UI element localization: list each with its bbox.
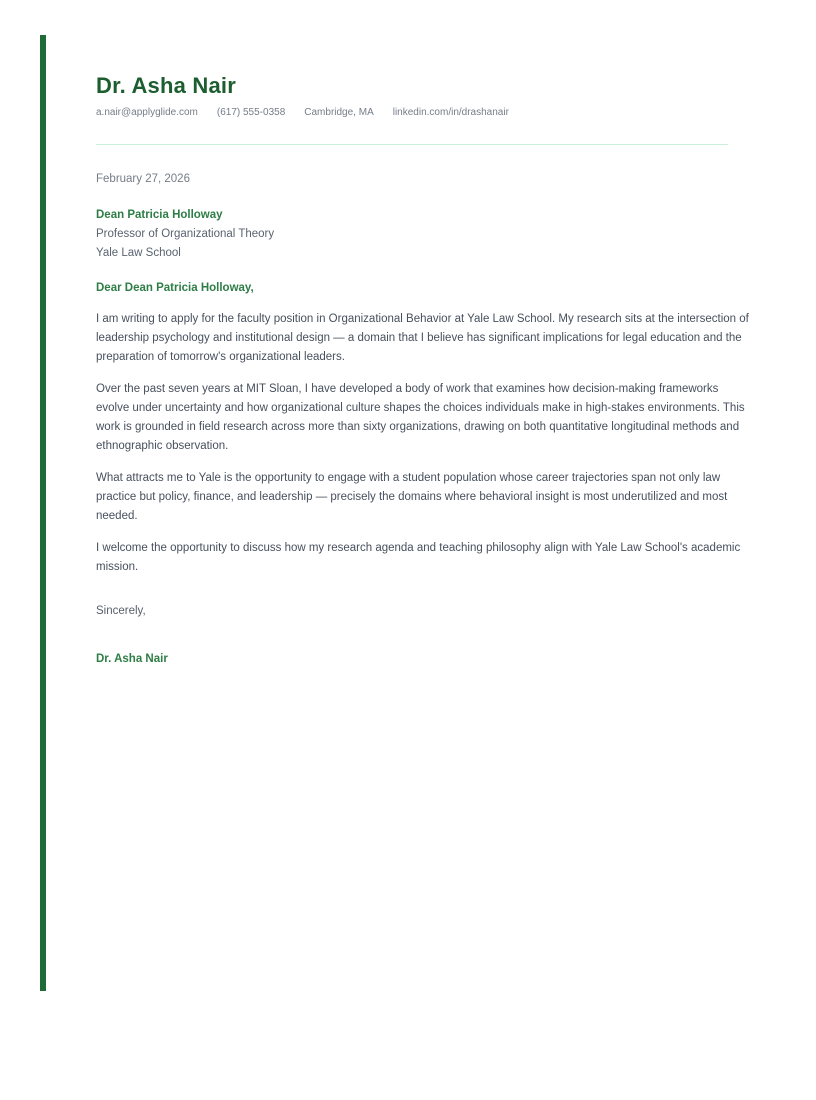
letter-date: February 27, 2026 [96,173,190,185]
recipient-organization: Yale Law School [96,247,181,259]
contact-location: Cambridge, MA [304,107,374,118]
body-paragraph: What attracts me to Yale is the opportunity to engage with a student population whose career trajectories span not only law practice but policy, finance, and leadership — precisely the domains where behavioral insight is most underutilized and most needed. [96,472,728,522]
closing-line: Sincerely, [96,605,146,617]
contact-phone: (617) 555-0358 [216,107,286,118]
recipient-name: Dean Patricia Holloway [96,209,223,221]
body-paragraph: I welcome the opportunity to discuss how my research agenda and teaching philosophy align with Yale Law School's academic mission. [96,542,741,573]
contact-row [96,106,752,120]
letter-page [40,35,752,991]
recipient-title: Professor of Organizational Theory [96,228,275,240]
contact-linkedin: linkedin.com/in/drashanair [392,107,509,118]
signature-name: Dr. Asha Nair [96,653,168,665]
body-paragraph: Over the past seven years at MIT Sloan, I have developed a body of work that examines how decision-making frameworks evolve under uncertainty and how organizational culture shapes the choices individuals make in high-stakes environments. This work is grounded in field research across more than sixty organizations, drawing on both quantitative longitudinal methods and ethnographic observation. [96,383,745,452]
contact-email: a.nair@applyglide.com [96,107,198,118]
letter-body [96,310,752,577]
letter-author-name: Dr. Asha Nair [96,73,236,98]
header-divider [96,144,728,145]
body-paragraph: I am writing to apply for the faculty position in Organizational Behavior at Yale Law School. My research sits at the intersection of leadership psychology and institutional design — a domain that I believe has significant implications for legal education and the preparation of tomorrow's organizational leaders. [96,313,749,363]
salutation: Dear Dean Patricia Holloway, [96,282,254,294]
recipient-block [96,206,752,263]
